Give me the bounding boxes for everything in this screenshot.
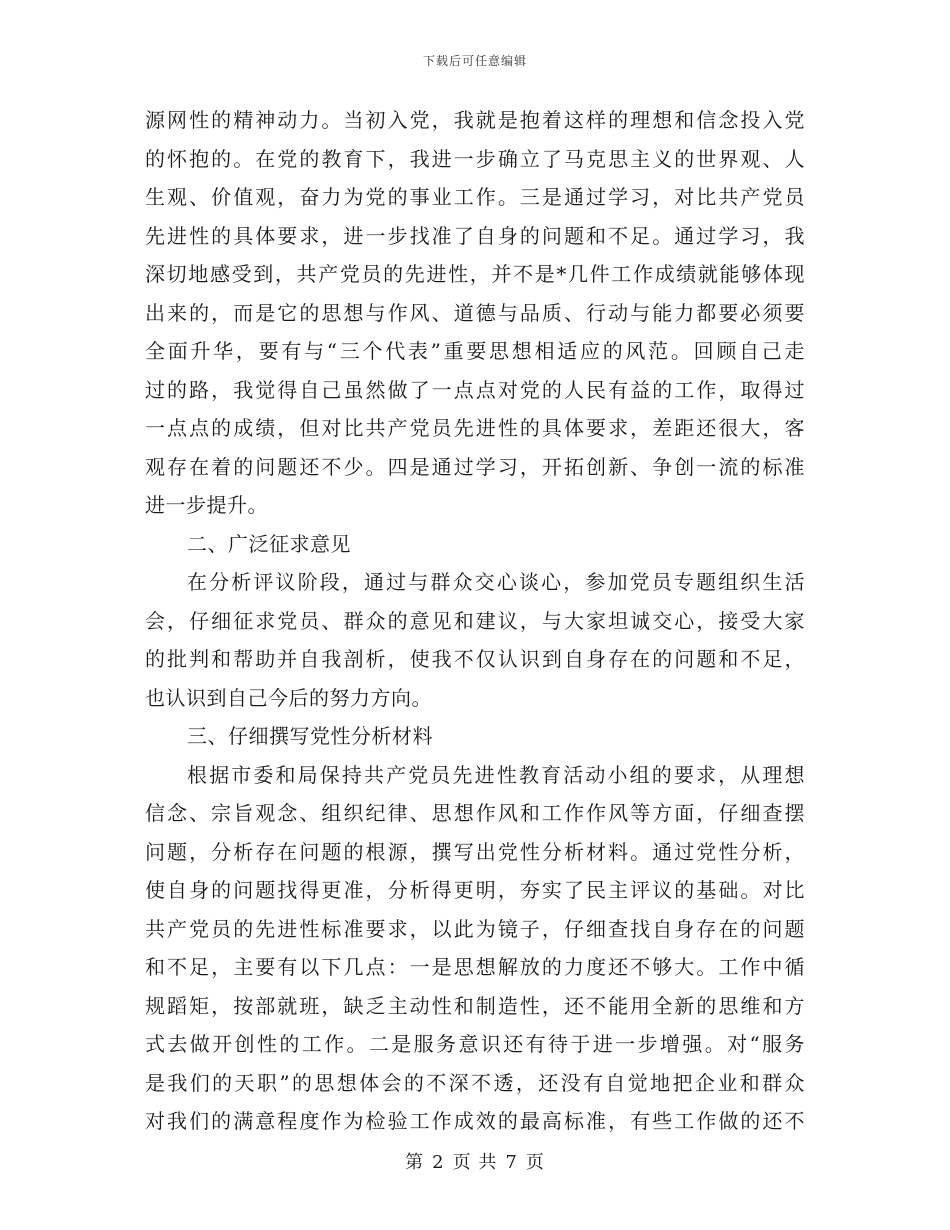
body-text-line: 也认识到自己今后的努力方向。: [145, 685, 432, 710]
footer-prefix: 第: [405, 1152, 425, 1173]
body-text-line: 共产党员的先进性标准要求，以此为镜子，仔细查找自身存在的问题: [145, 916, 805, 941]
section-heading: 三、仔细撰写党性分析材料: [187, 724, 433, 748]
page-header: 下载后可任意编辑: [422, 54, 527, 68]
body-text-line: 式去做开创性的工作。二是服务意识还有待于进一步增强。对“服务: [145, 1032, 805, 1056]
body-text-line: 是我们的天职”的思想体会的不深不透，还没有自觉地把企业和群众: [145, 1070, 805, 1095]
body-text-line: 使自身的问题找得更准，分析得更明，夯实了民主评议的基础。对比: [145, 878, 805, 902]
footer-current-page: 2: [432, 1152, 445, 1173]
body-text-line: 进一步提升。: [145, 493, 268, 517]
footer-total-pages: 7: [505, 1152, 518, 1173]
body-text-line: 先进性的具体要求，进一步找准了自身的问题和不足。通过学习，我: [145, 223, 805, 248]
body-text-line: 根据市委和局保持共产党员先进性教育活动小组的要求，从理想: [187, 762, 805, 787]
body-text-line: 源网性的精神动力。当初入党，我就是抱着这样的理想和信念投入党: [145, 108, 805, 132]
body-text-line: 和不足，主要有以下几点：一是思想解放的力度还不够大。工作中循: [145, 955, 805, 979]
body-text-line: 一点点的成绩，但对比共产党员先进性的具体要求，差距还很大，客: [145, 416, 805, 440]
document-body: [145, 101, 805, 1141]
body-text-line: 信念、宗旨观念、组织纪律、思想作风和工作作风等方面，仔细查摆: [145, 801, 805, 825]
body-text-line: 观存在着的问题还不少。四是通过学习，开拓创新、争创一流的标准: [145, 454, 805, 479]
body-text-line: 会，仔细征求党员、群众的意见和建议，与大家坦诚交心，接受大家: [145, 608, 805, 633]
body-text-line: 深切地感受到，共产党员的先进性，并不是*几件工作成绩就能够体现: [145, 262, 805, 286]
body-text-line: 生观、价值观，奋力为党的事业工作。三是通过学习，对比共产党员: [145, 185, 805, 209]
body-text-line: 规蹈矩，按部就班，缺乏主动性和制造性，还不能用全新的思维和方: [145, 993, 805, 1018]
body-text-line: 对我们的满意程度作为检验工作成效的最高标准，有些工作做的还不: [145, 1109, 805, 1133]
footer-middle: 页 共: [452, 1152, 498, 1173]
body-text-line: 在分析评议阶段，通过与群众交心谈心，参加党员专题组织生活: [187, 570, 805, 594]
body-text-line: 的批判和帮助并自我剖析，使我不仅认识到自身存在的问题和不足，: [145, 647, 805, 671]
body-text-line: 过的路，我觉得自己虽然做了一点点对党的人民有益的工作，取得过: [145, 377, 805, 402]
body-text-line: 的怀抱的。在党的教育下，我进一步确立了马克思主义的世界观、人: [145, 146, 805, 171]
body-text-line: 问题，分析存在问题的根源，撰写出党性分析材料。通过党性分析，: [145, 839, 805, 864]
body-text-line: 出来的，而是它的思想与作风、道德与品质、行动与能力都要必须要: [145, 300, 805, 325]
page-footer: [0, 1148, 950, 1174]
body-text-line: 全面升华，要有与“三个代表”重要思想相适应的风范。回顾自己走: [145, 339, 805, 363]
footer-suffix: 页: [525, 1152, 545, 1173]
section-heading: 二、广泛征求意见: [187, 531, 351, 556]
